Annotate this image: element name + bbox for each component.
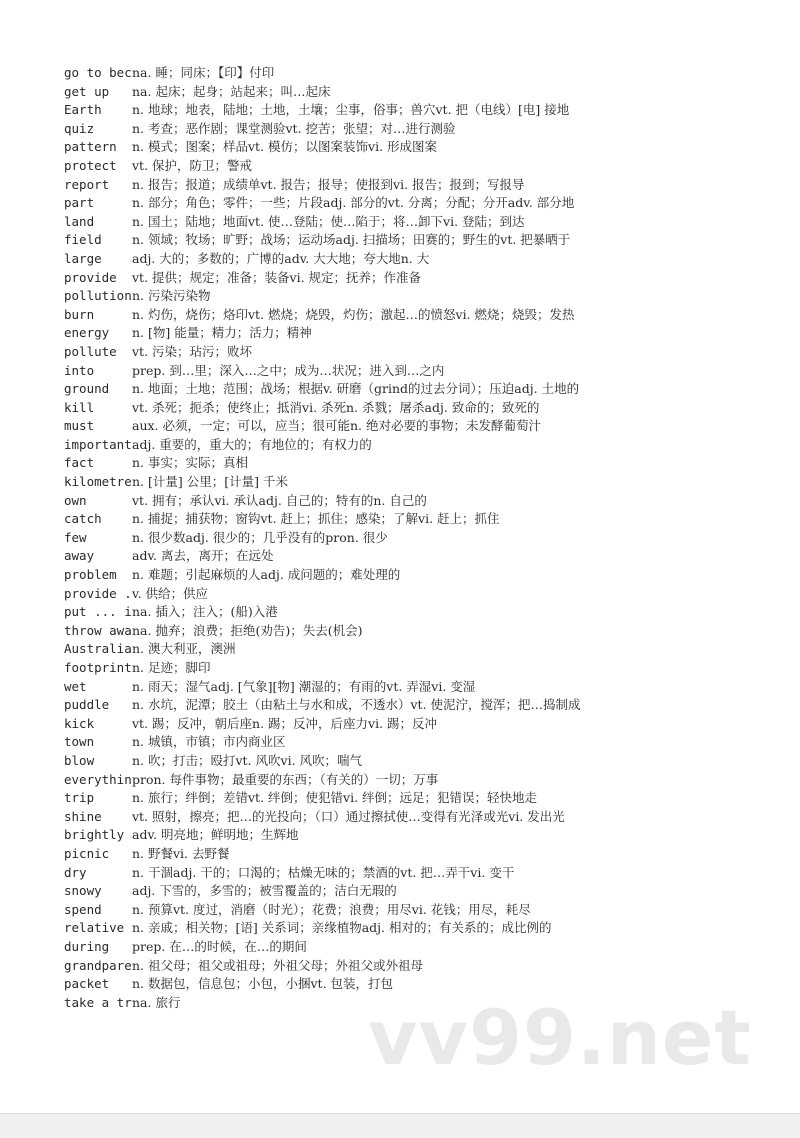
vocab-word: kick	[64, 715, 95, 731]
vocab-definition: vt. 照射，擦亮；把…的光投向；（口）通过擦拭使…变得有光泽或光vi. 发出光	[132, 808, 565, 824]
vocab-word: quiz	[64, 120, 95, 136]
vocab-row	[64, 845, 678, 864]
vocab-definition: n. [计量] 公里；[计量] 千米	[132, 474, 288, 490]
vocab-row	[64, 194, 678, 213]
vocab-row	[64, 510, 678, 529]
vocab-definition: n. 很少数adj. 很少的；几乎没有的pron. 很少	[132, 529, 388, 545]
vocab-definition: n. 难题；引起麻烦的人adj. 成问题的；难处理的	[132, 567, 401, 583]
vocab-row	[64, 306, 678, 325]
vocab-row	[64, 157, 678, 176]
vocab-word: blow	[64, 752, 95, 768]
vocab-word: part	[64, 195, 95, 211]
vocab-word: burn	[64, 306, 95, 322]
vocab-word: trip	[64, 790, 95, 806]
vocab-row	[64, 343, 678, 362]
vocab-row	[64, 473, 678, 492]
vocab-row	[64, 101, 678, 120]
vocab-word: during	[64, 938, 110, 954]
vocab-word: Earth	[64, 102, 102, 118]
vocab-word: land	[64, 213, 95, 229]
vocab-definition: n. 城镇，市镇；市内商业区	[132, 734, 286, 750]
vocab-word: go to bec	[64, 65, 132, 80]
vocab-word: pollution	[64, 288, 132, 304]
vocab-definition: adv. 明亮地；鲜明地；生辉地	[132, 827, 299, 843]
vocab-definition: n. 干涸adj. 干的；口渴的；枯燥无味的；禁酒的vt. 把…弄干vi. 变干	[132, 864, 515, 880]
vocab-word: footprint	[64, 660, 132, 675]
vocab-definition: na. 抛弃；浪费；拒绝(劝告)；失去(机会)	[132, 622, 363, 638]
vocab-definition: adj. 重要的，重大的；有地位的；有权力的	[132, 436, 372, 452]
vocab-word: own	[64, 492, 87, 508]
vocab-row	[64, 808, 678, 827]
vocab-definition: pron. 每件事物；最重要的东西；（有关的）一切；万事	[132, 771, 439, 787]
vocab-word: must	[64, 418, 95, 434]
vocab-word: provide .	[64, 585, 132, 601]
vocab-definition: vt. 污染；玷污；败坏	[132, 343, 253, 359]
vocab-word: ground	[64, 381, 110, 397]
vocab-row	[64, 771, 678, 790]
vocab-definition: prep. 到…里；深入…之中；成为…状况；进入到…之内	[132, 362, 445, 378]
vocab-word: field	[64, 232, 102, 248]
vocab-word: kill	[64, 399, 95, 415]
vocab-row	[64, 622, 678, 641]
vocab-row	[64, 715, 678, 734]
vocab-row	[64, 789, 678, 808]
vocab-word: pollute	[64, 343, 117, 359]
vocab-definition: adj. 下雪的，多雪的；被雪覆盖的；洁白无瑕的	[132, 883, 397, 899]
vocab-definition: n. 污染污染物	[132, 288, 211, 304]
vocab-word: catch	[64, 511, 102, 527]
vocab-word: wet	[64, 678, 87, 694]
vocab-row	[64, 975, 678, 994]
vocab-row	[64, 529, 678, 548]
vocab-word: kilometre	[64, 474, 132, 490]
vocab-row	[64, 919, 678, 938]
vocab-definition: n. 报告；报道；成绩单vt. 报告；报导；使报到vi. 报告；报到；写报导	[132, 176, 525, 192]
vocab-word: spend	[64, 901, 102, 917]
vocab-row	[64, 269, 678, 288]
vocab-word: protect	[64, 157, 117, 173]
vocab-row	[64, 566, 678, 585]
vocab-definition: vt. 保护，防卫；警戒	[132, 157, 253, 173]
vocab-word: everythin	[64, 771, 132, 787]
vocab-word: provide	[64, 269, 117, 285]
vocab-word: take a tr	[64, 994, 132, 1010]
vocab-row	[64, 436, 678, 455]
vocab-definition: n. 模式；图案；样品vt. 模仿；以图案装饰vi. 形成图案	[132, 139, 438, 155]
vocab-definition: n. 灼伤，烧伤；烙印vt. 燃烧；烧毁，灼伤；激起…的愤怒vi. 燃烧；烧毁；发热	[132, 306, 575, 322]
vocab-word: throw awa	[64, 622, 132, 638]
vocab-row	[64, 901, 678, 920]
vocab-definition: adv. 离去，离开；在远处	[132, 548, 274, 564]
vocab-word: snowy	[64, 883, 102, 899]
vocab-definition: n. 旅行；绊倒；差错vt. 绊倒；使犯错vi. 绊倒；远足；犯错误；轻快地走	[132, 790, 538, 806]
vocab-word: brightly	[64, 827, 125, 843]
vocab-definition: n. 水坑，泥潭；胶土（由粘土与水和成，不透水）vt. 使泥泞，搅浑；把…捣制成	[132, 697, 581, 713]
vocab-definition: n. 数据包，信息包；小包，小捆vt. 包装，打包	[132, 976, 394, 992]
vocab-definition: n. 亲戚；相关物；[语] 关系词；亲缘植物adj. 相对的；有关系的；成比例的	[132, 920, 552, 936]
vocab-definition: vt. 拥有；承认vi. 承认adj. 自己的；特有的n. 自己的	[132, 492, 427, 508]
vocab-definition: vt. 杀死；扼杀；使终止；抵消vi. 杀死n. 杀戮；屠杀adj. 致命的；致死的	[132, 399, 540, 415]
vocab-definition: prep. 在…的时候，在…的期间	[132, 938, 307, 954]
vocab-row	[64, 882, 678, 901]
vocab-word: few	[64, 529, 87, 545]
vocab-row	[64, 417, 678, 436]
vocab-row	[64, 640, 678, 659]
vocab-word: puddle	[64, 697, 110, 713]
vocab-row	[64, 752, 678, 771]
vocab-word: Australia	[64, 641, 132, 657]
vocabulary-list	[64, 64, 678, 1012]
vocab-word: pattern	[64, 139, 117, 155]
vocab-word: problem	[64, 567, 117, 583]
vocab-row	[64, 585, 678, 604]
vocab-row	[64, 324, 678, 343]
vocab-definition: adj. 大的；多数的；广博的adv. 大大地；夸大地n. 大	[132, 250, 430, 266]
vocab-definition: n. 雨天；湿气adj. [气象][物] 潮湿的；有雨的vt. 弄湿vi. 变湿	[132, 678, 476, 694]
vocab-row	[64, 231, 678, 250]
vocab-definition: na. 旅行	[132, 994, 181, 1010]
vocab-word: shine	[64, 808, 102, 824]
vocab-row	[64, 213, 678, 232]
vocab-definition: v. 供给；供应	[132, 585, 209, 601]
vocab-row	[64, 120, 678, 139]
vocab-row	[64, 83, 678, 102]
vocab-definition: n. [物] 能量；精力；活力；精神	[132, 325, 312, 341]
vocab-definition: aux. 必须，一定；可以，应当；很可能n. 绝对必要的事物；未发酵葡萄汁	[132, 418, 541, 434]
vocab-definition: n. 部分；角色；零件；一些；片段adj. 部分的vt. 分离；分配；分开adv. 部分地	[132, 195, 575, 211]
vocab-row	[64, 399, 678, 418]
vocab-word: picnic	[64, 845, 110, 861]
vocab-definition: na. 睡；同床；【印】付印	[132, 65, 275, 80]
vocab-row	[64, 938, 678, 957]
vocab-word: away	[64, 548, 95, 564]
vocab-row	[64, 454, 678, 473]
vocab-definition: n. 地球；地表，陆地；土地，土壤；尘事，俗事；兽穴vt. 把（电线）[电] 接地	[132, 102, 570, 118]
vocab-definition: n. 野餐vi. 去野餐	[132, 845, 230, 861]
vocab-row	[64, 826, 678, 845]
vocab-word: report	[64, 176, 110, 192]
vocab-word: town	[64, 734, 95, 750]
vocab-definition: vt. 踢；反冲，朝后座n. 踢；反冲，后座力vi. 踢；反冲	[132, 715, 438, 731]
vocab-word: fact	[64, 455, 95, 471]
vocab-word: relative	[64, 920, 125, 936]
vocab-row	[64, 864, 678, 883]
vocab-definition: n. 祖父母；祖父或祖母；外祖父母；外祖父或外祖母	[132, 957, 423, 973]
vocab-definition: vt. 提供；规定；准备；装备vi. 规定；抚养；作准备	[132, 269, 422, 285]
vocab-row	[64, 64, 678, 83]
vocab-row	[64, 603, 678, 622]
vocab-word: large	[64, 250, 102, 266]
vocab-row	[64, 176, 678, 195]
vocab-word: packet	[64, 976, 110, 992]
vocab-row	[64, 547, 678, 566]
vocab-definition: n. 足迹；脚印	[132, 660, 211, 675]
watermark: vv99.net	[368, 993, 752, 1082]
vocab-word: grandpare	[64, 957, 132, 973]
vocab-definition: n. 国土；陆地；地面vt. 使…登陆；使…陷于；将…卸下vi. 登陆；到达	[132, 213, 525, 229]
vocab-definition: n. 地面；土地；范围；战场；根据v. 研磨（grind的过去分词）；压迫adj. 土地的	[132, 381, 580, 397]
vocab-definition: n. 吹；打击；殴打vt. 风吹vi. 风吹；喘气	[132, 752, 363, 768]
vocab-word: energy	[64, 325, 110, 341]
vocab-row	[64, 362, 678, 381]
vocab-definition: n. 考查；恶作剧；课堂测验vt. 挖苦；张望；对…进行测验	[132, 120, 456, 136]
vocab-row	[64, 733, 678, 752]
vocab-word: important	[64, 436, 132, 452]
vocab-row	[64, 957, 678, 976]
vocab-row	[64, 678, 678, 697]
vocab-definition: na. 起床；起身；站起来；叫…起床	[132, 83, 331, 99]
vocab-word: dry	[64, 864, 87, 880]
viewer-bottom-bar	[0, 1113, 800, 1138]
vocab-definition: na. 插入；注入；(船)入港	[132, 604, 278, 620]
vocab-row	[64, 492, 678, 511]
vocab-word: get up	[64, 83, 110, 99]
vocab-row	[64, 138, 678, 157]
vocab-row	[64, 659, 678, 678]
vocab-definition: n. 事实；实际；真相	[132, 455, 248, 471]
vocab-row	[64, 380, 678, 399]
vocab-word: into	[64, 362, 95, 378]
vocab-row	[64, 287, 678, 306]
vocab-row	[64, 250, 678, 269]
vocab-row	[64, 696, 678, 715]
vocab-definition: n. 领域；牧场；旷野；战场；运动场adj. 扫描场；田赛的；野生的vt. 把暴晒于	[132, 232, 571, 248]
vocab-definition: n. 捕捉；捕获物；窗钩vt. 赶上；抓住；感染；了解vi. 赶上；抓住	[132, 511, 500, 527]
vocab-definition: n. 澳大利亚，澳洲	[132, 641, 236, 657]
vocab-definition: n. 预算vt. 度过，消磨（时光）；花费；浪费；用尽vi. 花钱；用尽，耗尽	[132, 901, 531, 917]
vocab-word: put ... i	[64, 604, 132, 620]
